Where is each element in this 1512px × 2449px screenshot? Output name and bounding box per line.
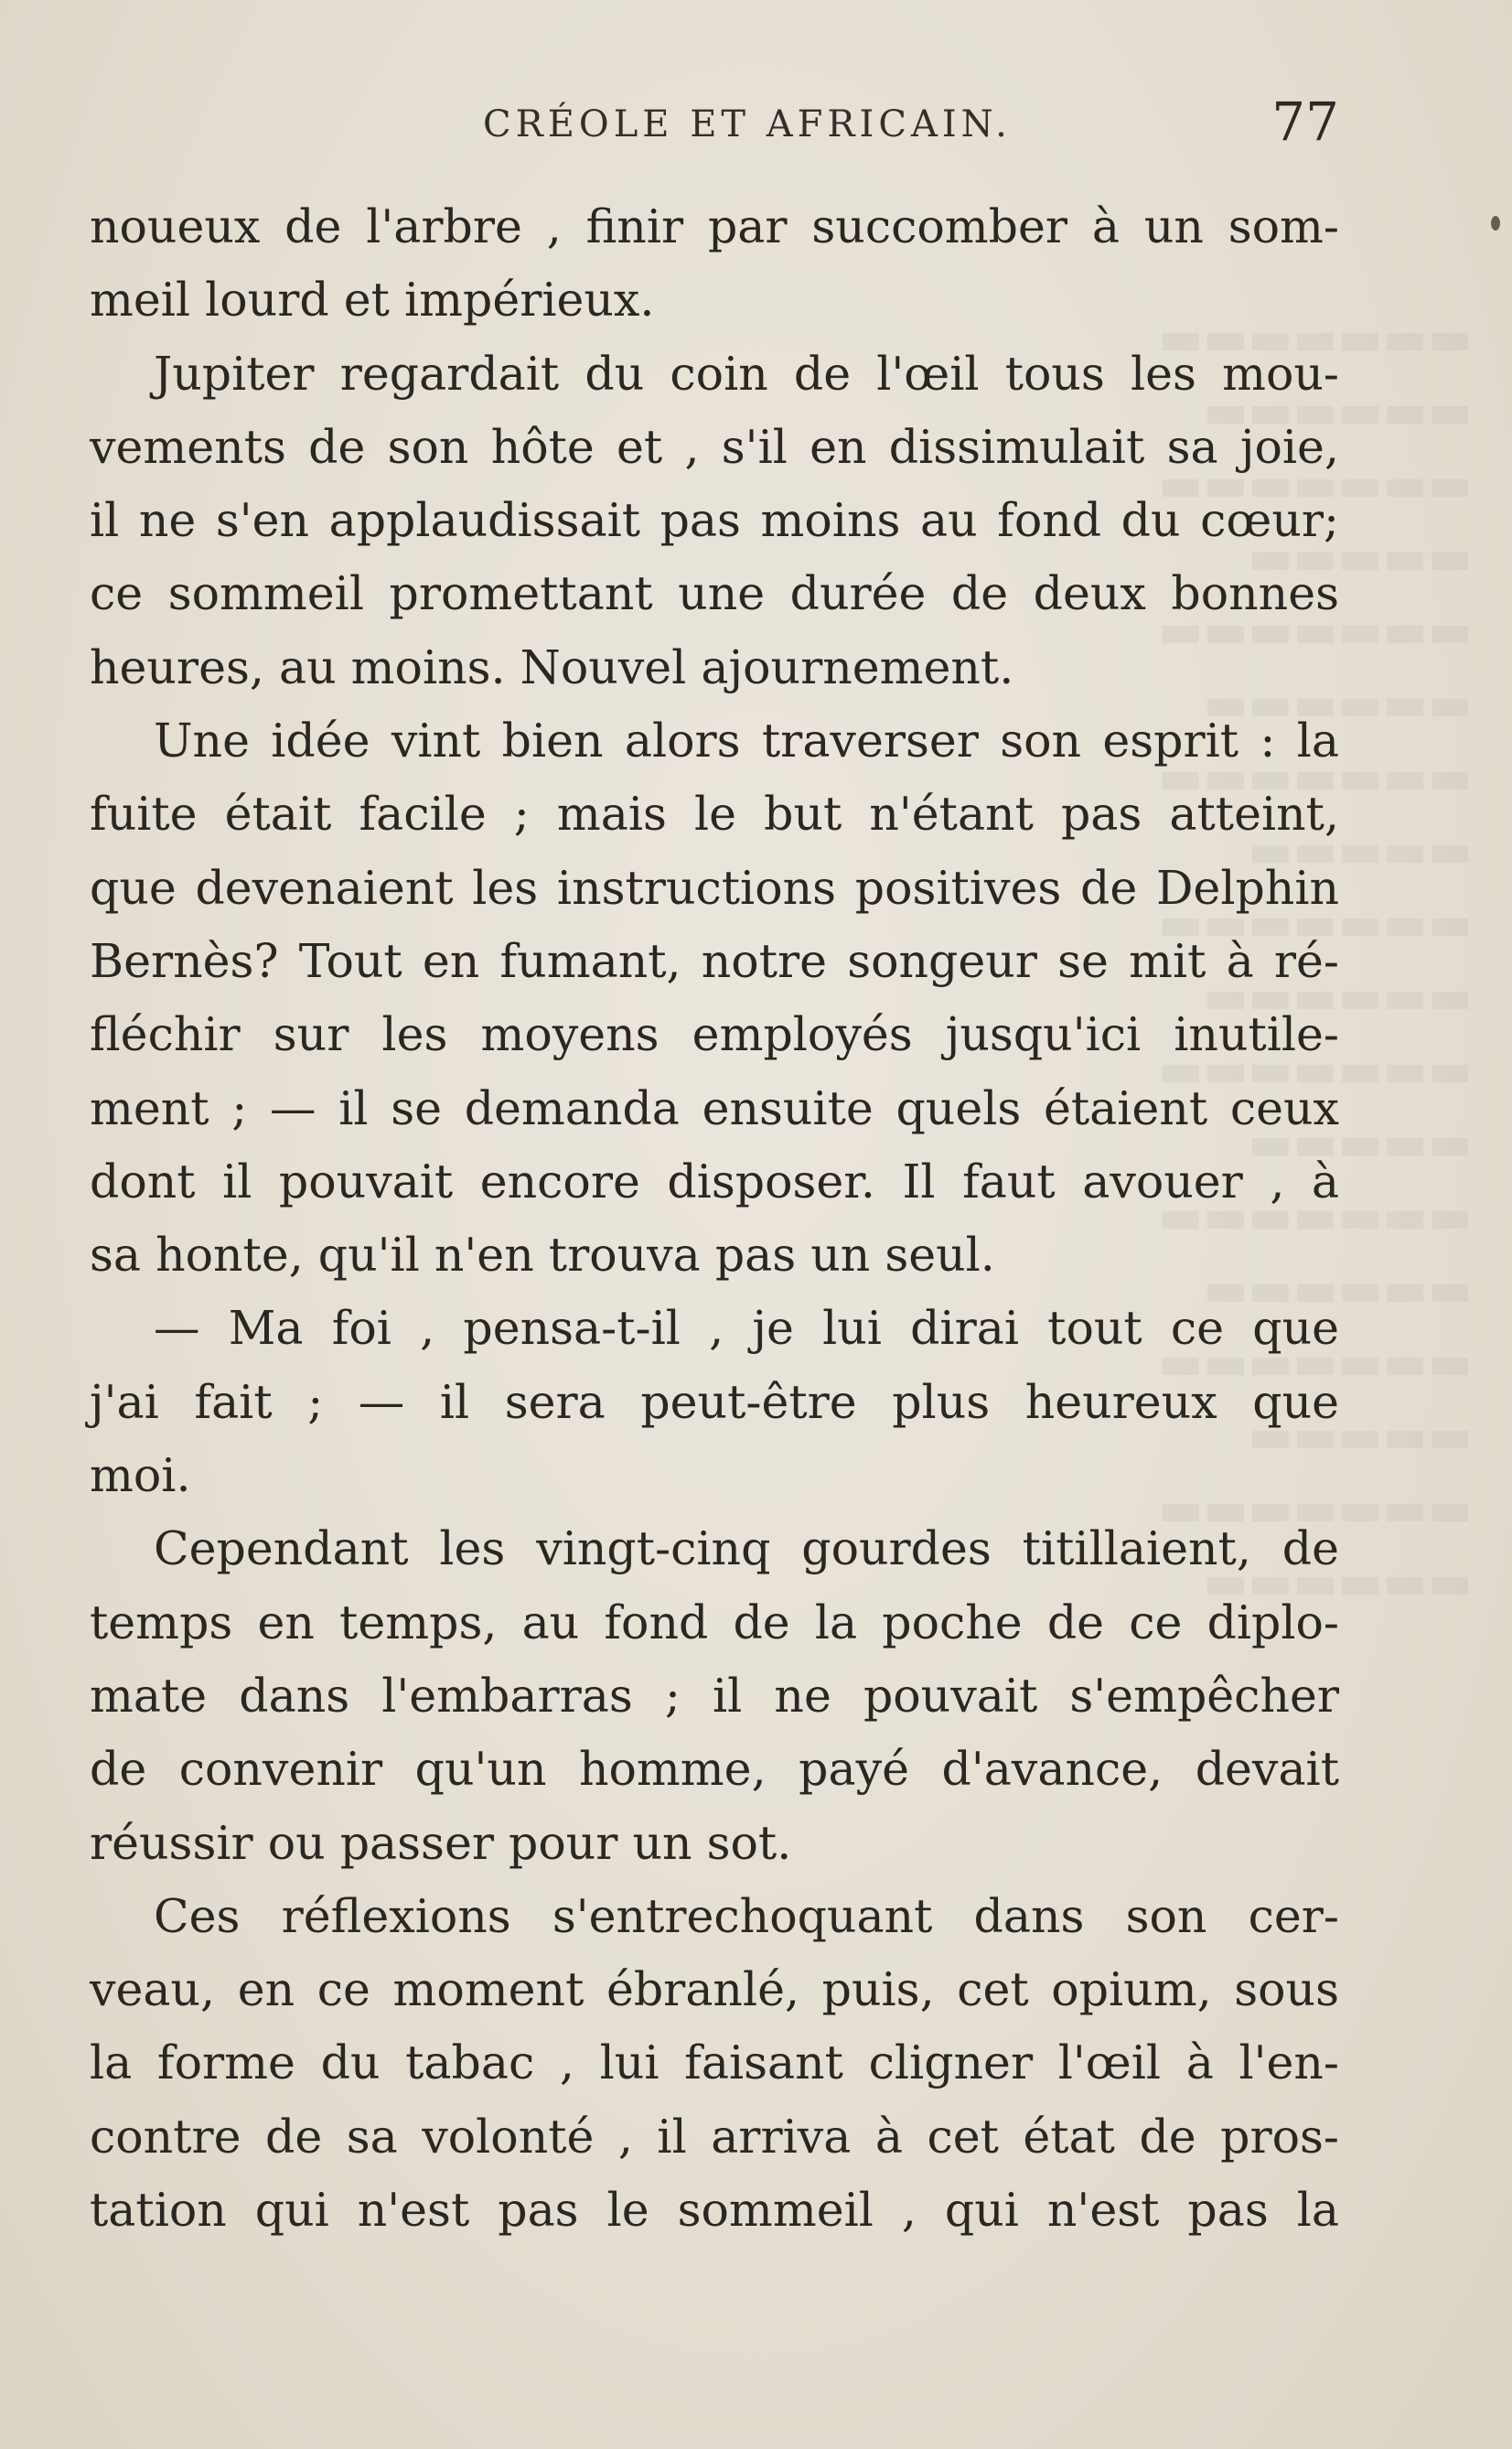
text-line: Une idée vint bien alors traverser son esprit : la — [154, 714, 1339, 768]
body-text — [90, 190, 1339, 2247]
text-line: Ces réflexions s'entrechoquant dans son cer- — [154, 1888, 1339, 1943]
text-line: veau, en ce moment ébranlé, puis, cet opium, sous — [90, 1962, 1339, 2017]
text-line: mate dans l'embarras ; il ne pouvait s'empêcher — [90, 1668, 1339, 1723]
text-line: heures, au moins. Nouvel ajournement. — [90, 639, 1014, 694]
text-line: dont il pouvait encore disposer. Il faut avouer , à — [90, 1154, 1339, 1208]
page-header — [90, 91, 1339, 158]
text-line: Cependant les vingt-cinq gourdes titillaient, de — [154, 1521, 1339, 1576]
show-through-texture: ▬▬▬▬▬▬▬ ▬▬▬▬▬▬ ▬▬▬▬▬▬▬ ▬▬▬▬▬ ▬▬▬▬▬▬▬ ▬▬▬▬▬▬ ▬▬▬▬▬▬▬ ▬▬▬▬▬ ▬▬▬▬▬▬▬ ▬▬▬▬▬▬ ▬▬▬▬▬▬▬ ▬▬▬▬▬ ▬▬▬▬▬▬▬ ▬▬▬▬▬▬ ▬▬▬▬▬▬▬ ▬▬▬▬▬ ▬▬▬▬▬▬▬ ▬▬▬▬▬▬ — [1158, 311, 1473, 1610]
text-line: que devenaient les instructions positives de Delphin — [90, 860, 1339, 915]
text-line: sa honte, qu'il n'en trouva pas un seul. — [90, 1228, 995, 1283]
ink-speck — [1491, 216, 1500, 231]
text-line: de convenir qu'un homme, payé d'avance, devait — [90, 1742, 1339, 1797]
text-line: il ne s'en applaudissait pas moins au fond du cœur; — [90, 493, 1339, 548]
text-line: vements de son hôte et , s'il en dissimulait sa joie, — [90, 419, 1339, 474]
running-title: CRÉOLE ET AFRICAIN. — [483, 103, 1012, 145]
text-line: moi. — [90, 1448, 191, 1503]
text-line: j'ai fait ; — il sera peut-être plus heureux que — [90, 1374, 1339, 1429]
text-line: Bernès? Tout en fumant, notre songeur se mit à ré- — [90, 933, 1339, 988]
text-line: Jupiter regardait du coin de l'œil tous les mou- — [154, 346, 1339, 401]
page-number: 77 — [1271, 91, 1339, 153]
text-line: tation qui n'est pas le sommeil , qui n'est pas la — [90, 2183, 1339, 2238]
text-line: ce sommeil promettant une durée de deux bonnes — [90, 566, 1339, 621]
text-line: fléchir sur les moyens employés jusqu'ici inutile- — [90, 1007, 1339, 1062]
text-line: temps en temps, au fond de la poche de ce diplo- — [90, 1595, 1339, 1649]
text-line: la forme du tabac , lui faisant cligner l'œil à l'en- — [90, 2035, 1339, 2090]
text-line: ment ; — il se demanda ensuite quels étaient ceux — [90, 1080, 1339, 1135]
text-line: contre de sa volonté , il arriva à cet état de pros- — [90, 2109, 1339, 2164]
text-line: réussir ou passer pour un sot. — [90, 1815, 792, 1870]
text-line: — Ma foi , pensa-t-il , je lui dirai tout ce que — [154, 1301, 1339, 1356]
text-line: noueux de l'arbre , finir par succomber à un som- — [90, 199, 1339, 253]
text-line: meil lourd et impérieux. — [90, 273, 655, 328]
text-line: fuite était facile ; mais le but n'étant pas atteint, — [90, 787, 1339, 842]
